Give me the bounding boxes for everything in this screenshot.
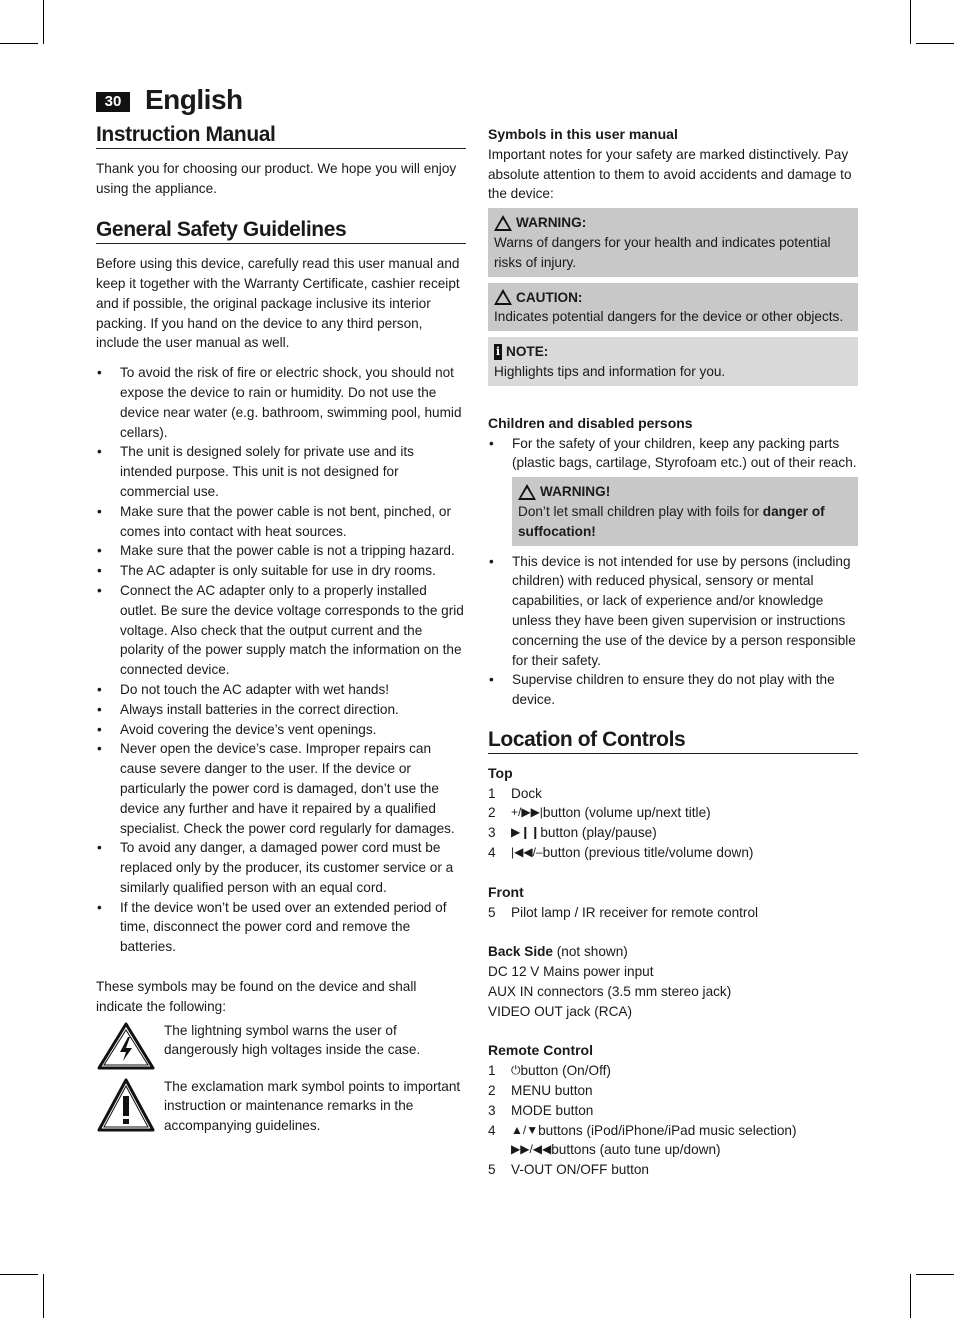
back-title: Back Side <box>488 944 553 960</box>
warning-box <box>488 208 858 276</box>
item-number: 3 <box>488 1102 496 1118</box>
list-item: • Make sure that the power cable is not a tripping hazard. <box>96 541 466 561</box>
back-line: VIDEO OUT jack (RCA) <box>488 1003 633 1019</box>
list-item <box>488 784 858 804</box>
safety-list <box>96 363 466 957</box>
item-number: 2 <box>488 805 496 821</box>
warning-icon <box>494 215 512 231</box>
item-text: button (previous title/volume down) <box>542 844 754 860</box>
item-number: 1 <box>488 785 496 801</box>
note-text: Highlights tips and information for you. <box>494 363 726 379</box>
list-item <box>488 903 858 923</box>
safety-intro: Before using this device, carefully read this user manual and keep it together with the Warranty Certificate, cashier receipt and if possible, the original package inclusive its interior packing. If you hand on the device to any third person, include the user manual as well. <box>96 256 460 351</box>
page-title: English <box>145 84 243 115</box>
lightning-warning-icon <box>96 1021 156 1071</box>
child-warning-title: WARNING! <box>540 484 611 500</box>
back-note: (not shown) <box>552 944 628 960</box>
child-warning-bold: danger of suffocation! <box>518 503 825 539</box>
list-item <box>488 843 858 863</box>
list-item <box>488 1160 858 1180</box>
info-icon: i <box>495 345 501 359</box>
list-item: • To avoid the risk of fire or electric shock, you should not expose the device to rain or humidity. Do not use the device near water (e.g. bathroom, swimming pool, humid cellars). <box>96 363 466 442</box>
children-list <box>488 434 858 474</box>
heading-instruction-manual: Instruction Manual <box>96 125 466 149</box>
item-text: V-OUT ON/OFF button <box>511 1162 649 1178</box>
list-item: • Connect the AC adapter only to a properly installed outlet. Be sure the device voltage corresponds to the grid voltage. Also check that the output current and the polarity of the power supply match the information on the connected device. <box>96 581 466 680</box>
caution-title: CAUTION: <box>516 289 583 305</box>
up-down-icon: ▲/▼ <box>511 1122 539 1137</box>
crop-mark <box>43 1274 44 1318</box>
list-item <box>488 1101 858 1121</box>
item-number: 3 <box>488 825 496 841</box>
remote-heading: Remote Control <box>488 1042 593 1059</box>
item-number: 5 <box>488 904 496 920</box>
top-list <box>488 784 858 863</box>
child-warning-text <box>518 502 852 542</box>
play-pause-icon: ▶❙❙ <box>511 825 541 840</box>
list-item <box>488 823 858 843</box>
item-number: 4 <box>488 1122 496 1138</box>
exclamation-description: The exclamation mark symbol points to important instruction or maintenance remarks in the accompanying guidelines. <box>164 1078 461 1134</box>
item-number: 2 <box>488 1083 496 1099</box>
child-warning-text-part: Don’t let small children play with foils for <box>518 503 763 519</box>
item-text: button (play/pause) <box>540 825 657 841</box>
item-text: buttons (iPod/iPhone/iPad music selection) <box>538 1122 797 1138</box>
list-item: • This device is not intended for use by persons (including children) with reduced physical, sensory or mental capabilities, or lack of experience and/or knowledge unless they have been given supervision or instructions concerning the use of the device by a person responsible for their safety. <box>488 552 858 671</box>
crop-mark <box>916 43 954 44</box>
previous-volume-icon: |◀◀/– <box>511 844 543 859</box>
back-heading <box>488 942 858 962</box>
heading-location: Location of Controls <box>488 730 858 754</box>
item-number: 1 <box>488 1063 496 1079</box>
crop-mark <box>43 0 44 44</box>
volume-next-icon: +/▶▶| <box>511 805 543 820</box>
list-item: • For the safety of your children, keep any packing parts (plastic bags, cartilage, Styrofoam etc.) out of their reach. <box>488 434 858 474</box>
list-item: • Supervise children to ensure they do not play with the device. <box>488 670 858 710</box>
caution-box <box>488 283 858 332</box>
list-item <box>488 1081 858 1101</box>
list-item: • Make sure that the power cable is not bent, pinched, or comes into contact with heat sources. <box>96 502 466 542</box>
back-line: DC 12 V Mains power input <box>488 964 654 980</box>
caution-icon <box>494 289 512 305</box>
front-heading: Front <box>488 883 524 900</box>
item-number: 5 <box>488 1162 496 1178</box>
item-text: MENU button <box>511 1083 593 1099</box>
heading-safety: General Safety Guidelines <box>96 220 466 244</box>
item-text: Pilot lamp / IR receiver for remote control <box>511 904 759 920</box>
item-number: 4 <box>488 844 496 860</box>
symbols-intro: These symbols may be found on the device and shall indicate the following: <box>96 979 417 1014</box>
caution-text: Indicates potential dangers for the device or other objects. <box>494 309 844 325</box>
fast-forward-rewind-icon: ▶▶/◀◀ <box>511 1142 552 1157</box>
back-line: AUX IN connectors (3.5 mm stereo jack) <box>488 983 732 999</box>
crop-mark <box>0 43 38 44</box>
list-item: • To avoid any danger, a damaged power cord must be replaced only by the producer, its customer service or a similarly qualified person with an equal cord. <box>96 838 466 897</box>
note-title: NOTE: <box>506 344 549 360</box>
remote-list <box>488 1061 858 1180</box>
list-item: • Always install batteries in the correct direction. <box>96 700 466 720</box>
child-warning-box <box>512 477 858 545</box>
warning-title: WARNING: <box>516 215 587 231</box>
list-item: • If the device won’t be used over an extended period of time, disconnect the power cord and remove the batteries. <box>96 898 466 957</box>
intro-paragraph: Thank you for choosing our product. We hope you will enjoy using the appliance. <box>96 160 457 196</box>
list-item: • Avoid covering the device’s vent openings. <box>96 720 466 740</box>
warning-text: Warns of dangers for your health and indicates potential risks of injury. <box>494 234 831 270</box>
right-column <box>488 125 858 1180</box>
children-heading: Children and disabled persons <box>488 414 693 431</box>
children-list-2 <box>488 552 858 710</box>
list-item <box>488 1140 858 1160</box>
item-text: MODE button <box>511 1102 594 1118</box>
symbols-heading: Symbols in this user manual <box>488 126 678 142</box>
list-item: • The unit is designed solely for private use and its intended purpose. This unit is not designed for commercial use. <box>96 442 466 501</box>
top-heading: Top <box>488 764 513 781</box>
list-item: • The AC adapter is only suitable for use in dry rooms. <box>96 561 466 581</box>
crop-mark <box>910 0 911 44</box>
item-text: Dock <box>511 785 542 801</box>
list-item: • Never open the device’s case. Improper repairs can cause severe danger to the user. If the device or particularly the power cord is damaged, don’t use the device any further and have it repaired by a qualified specialist. Check the power cord regularly for damages. <box>96 739 466 838</box>
item-text: button (volume up/next title) <box>542 805 711 821</box>
list-item <box>488 803 858 823</box>
lightning-description: The lightning symbol warns the user of dangerously high voltages inside the case. <box>164 1022 421 1058</box>
front-list <box>488 903 858 923</box>
exclamation-warning-icon <box>96 1077 156 1133</box>
item-number <box>488 1140 511 1160</box>
page-number: 30 <box>96 92 130 112</box>
list-item: • Do not touch the AC adapter with wet hands! <box>96 680 466 700</box>
list-item <box>488 1121 858 1141</box>
item-text: buttons (auto tune up/down) <box>551 1142 721 1158</box>
symbols-intro-text: Important notes for your safety are marked distinctively. Pay absolute attention to them to avoid accidents and damage to the device: <box>488 146 852 202</box>
power-icon: ⏻ <box>511 1063 521 1078</box>
list-item <box>488 1061 858 1081</box>
crop-mark <box>916 1274 954 1275</box>
note-box <box>488 337 858 386</box>
item-text: button (On/Off) <box>520 1063 611 1079</box>
crop-mark <box>910 1274 911 1318</box>
warning-icon <box>518 484 536 500</box>
crop-mark <box>0 1274 38 1275</box>
left-column <box>96 125 466 1136</box>
